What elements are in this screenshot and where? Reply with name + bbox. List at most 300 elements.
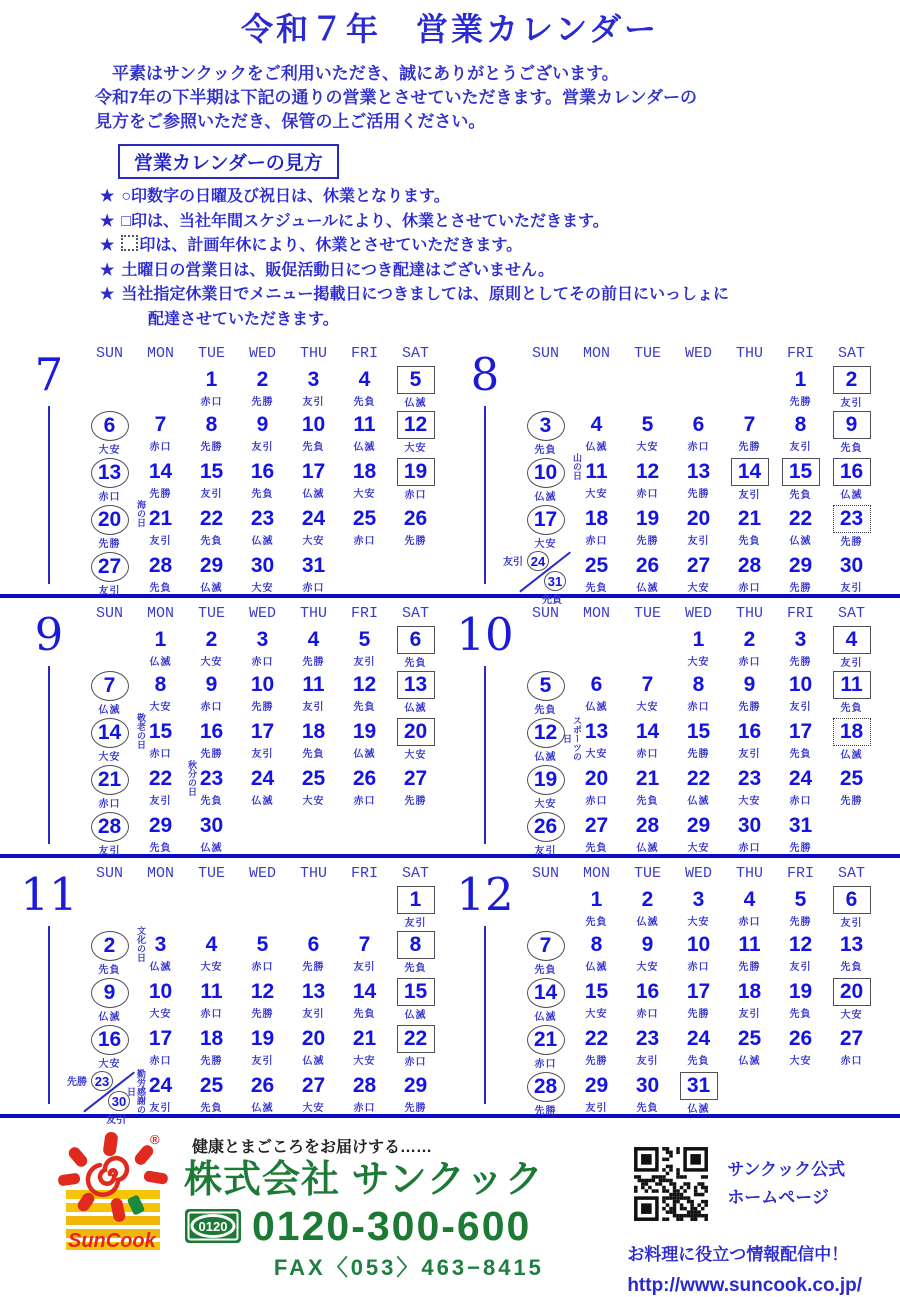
day-number: 1	[154, 627, 167, 651]
day-number: 14	[635, 719, 660, 743]
day-cell	[135, 669, 186, 713]
day-number: 23	[250, 506, 275, 530]
month-number: 8	[470, 348, 500, 401]
week-row	[520, 456, 877, 503]
day-cell	[135, 624, 186, 668]
intro-line-2: 令和7年の下半期は下記の通りの営業とさせていただきます。営業カレンダーの	[95, 88, 697, 107]
day-number: 5	[358, 627, 371, 651]
day-number: 30	[839, 553, 864, 577]
rokuyo-label: 先勝	[67, 1077, 87, 1088]
star-icon: ★	[100, 286, 115, 303]
week-row	[84, 884, 441, 929]
day-cell	[237, 716, 288, 760]
day-number: 9	[256, 412, 269, 436]
day-number-boxed: 12	[397, 411, 435, 439]
rokuyo-label: 友引	[98, 586, 121, 597]
legend-item-text: 土曜日の営業日は、販促活動日につき配達はございません。	[121, 261, 554, 279]
rokuyo-label: 先負	[200, 1103, 223, 1114]
day-cell	[826, 884, 877, 929]
rokuyo-label: 友引	[840, 918, 863, 929]
day-number: 3	[794, 627, 807, 651]
day-cell	[237, 364, 288, 408]
svg-text:0120: 0120	[198, 1219, 228, 1234]
rokuyo-label: 先負	[353, 397, 376, 408]
day-number: 1	[794, 367, 807, 391]
week-row	[520, 1023, 877, 1070]
day-number-circled: 27	[91, 552, 129, 582]
day-number: 6	[692, 412, 705, 436]
legend-item	[100, 185, 900, 210]
day-number: 12	[352, 672, 377, 696]
rokuyo-label: 赤口	[98, 492, 121, 503]
rokuyo-label: 友引	[106, 1115, 126, 1126]
day-cell	[339, 624, 390, 668]
day-cell	[571, 763, 622, 807]
day-number-boxed: 13	[397, 671, 435, 699]
week-row	[520, 716, 877, 763]
day-cell	[673, 810, 724, 854]
day-number: 20	[301, 1026, 326, 1050]
day-number: 11	[738, 932, 761, 956]
rokuyo-label: 赤口	[353, 796, 376, 807]
homepage-url[interactable]: http://www.suncook.co.jp/	[627, 1275, 862, 1296]
day-number-circled: 21	[527, 1025, 565, 1055]
day-cell	[390, 884, 441, 929]
week-row	[84, 456, 441, 503]
day-number: 22	[148, 766, 173, 790]
week-row	[84, 669, 441, 716]
day-number: 19	[635, 506, 660, 530]
rokuyo-label: 友引	[251, 749, 274, 760]
rokuyo-label: 赤口	[149, 442, 172, 453]
rokuyo-label: 先勝	[789, 583, 812, 594]
day-number-boxed: 6	[397, 626, 435, 654]
day-cell	[520, 669, 571, 716]
rokuyo-label: 仏滅	[687, 1104, 710, 1115]
day-cell	[135, 409, 186, 453]
rokuyo-label: 友引	[302, 702, 325, 713]
day-cell	[775, 669, 826, 713]
day-cell	[237, 1070, 288, 1114]
day-cell	[288, 409, 339, 453]
weekday-header: FRI	[350, 604, 378, 622]
rokuyo-label: 大安	[636, 702, 659, 713]
day-cell	[673, 976, 724, 1020]
rokuyo-label: 大安	[200, 962, 223, 973]
day-number: 25	[584, 553, 609, 577]
rokuyo-label: 赤口	[251, 657, 274, 668]
day-number-circled: 7	[527, 931, 565, 961]
day-cell	[339, 669, 390, 713]
day-cell	[622, 1023, 673, 1067]
day-number-circled: 21	[91, 765, 129, 795]
day-number-boxed: 20	[833, 978, 871, 1006]
day-cell	[622, 929, 673, 973]
legend-box-title: 営業カレンダーの見方	[118, 144, 339, 179]
day-number-circled: 30	[108, 1091, 130, 1111]
rokuyo-label: 赤口	[738, 583, 761, 594]
day-cell	[571, 503, 622, 547]
rokuyo-label: 先負	[98, 965, 121, 976]
day-cell	[390, 763, 441, 807]
month-left-rule	[48, 406, 50, 584]
rokuyo-label: 友引	[585, 1103, 608, 1114]
calendar-row	[0, 598, 900, 858]
rokuyo-label: 赤口	[353, 536, 376, 547]
legend-item-text: ○印数字の日曜及び祝日は、休業となります。	[121, 188, 450, 205]
day-cell	[390, 929, 441, 974]
intro-line-3: 見方をご参照いただき、保管の上ご活用ください。	[95, 112, 486, 131]
weekday-header: WED	[248, 864, 276, 882]
day-cell	[288, 976, 339, 1020]
day-number: 7	[641, 672, 654, 696]
weekday-header: WED	[248, 604, 276, 622]
day-number-boxed: 4	[833, 626, 871, 654]
day-number: 25	[737, 1026, 762, 1050]
day-number: 27	[584, 813, 609, 837]
rokuyo-label: 赤口	[585, 796, 608, 807]
rokuyo-label: 仏滅	[98, 1012, 121, 1023]
day-cell	[390, 364, 441, 409]
day-cell	[186, 409, 237, 453]
rokuyo-label: 先勝	[149, 489, 172, 500]
rokuyo-label: 大安	[687, 583, 710, 594]
day-number: 10	[301, 412, 326, 436]
day-number: 18	[301, 719, 326, 743]
month-table	[520, 862, 877, 1117]
rokuyo-label: 友引	[149, 536, 172, 547]
month-12	[450, 858, 886, 1117]
weekday-header: SAT	[401, 344, 429, 362]
month-number: 12	[456, 868, 514, 921]
day-number: 2	[743, 627, 756, 651]
rokuyo-label: 赤口	[585, 536, 608, 547]
week-row	[520, 550, 877, 595]
day-cell	[135, 810, 186, 854]
rokuyo-label: 仏滅	[585, 962, 608, 973]
qr-block	[627, 1130, 900, 1297]
rokuyo-label: 仏滅	[200, 843, 223, 854]
legend-list	[100, 185, 900, 332]
day-cell	[390, 976, 441, 1021]
week-row	[84, 929, 441, 976]
rokuyo-label: 大安	[302, 1103, 325, 1114]
rokuyo-label: 先負	[200, 796, 223, 807]
day-cell	[390, 1023, 441, 1068]
day-number: 13	[584, 719, 609, 743]
day-number: 30	[199, 813, 224, 837]
day-cell	[673, 669, 724, 713]
rokuyo-label: 先勝	[789, 917, 812, 928]
day-number: 26	[250, 1073, 275, 1097]
day-number: 9	[743, 672, 756, 696]
week-row	[520, 976, 877, 1023]
day-cell	[622, 409, 673, 453]
legend-item	[100, 234, 900, 259]
company-tagline: 健康とまごころをお届けする……	[192, 1139, 433, 1156]
day-number: 26	[788, 1026, 813, 1050]
day-cell	[775, 929, 826, 973]
rokuyo-label: 大安	[636, 442, 659, 453]
day-number: 2	[256, 367, 269, 391]
day-number: 5	[794, 887, 807, 911]
weekday-header: FRI	[786, 604, 814, 622]
day-cell	[775, 1023, 826, 1067]
rokuyo-label: 友引	[149, 1103, 172, 1114]
day-cell	[826, 364, 877, 409]
day-cell	[186, 550, 237, 594]
day-number-boxed: 16	[833, 458, 871, 486]
day-number: 31	[788, 813, 813, 837]
day-cell	[288, 624, 339, 668]
day-number: 19	[788, 979, 813, 1003]
day-number: 13	[686, 459, 711, 483]
week-row	[84, 810, 441, 857]
day-number-circled: 9	[91, 978, 129, 1008]
day-number: 18	[737, 979, 762, 1003]
day-number: 1	[692, 627, 705, 651]
rokuyo-label: 先負	[789, 1009, 812, 1020]
day-cell	[520, 1070, 571, 1117]
rokuyo-label: 赤口	[840, 1056, 863, 1067]
day-number: 4	[358, 367, 371, 391]
day-cell	[390, 409, 441, 454]
day-cell	[186, 503, 237, 547]
rokuyo-label: 友引	[789, 702, 812, 713]
day-cell	[724, 503, 775, 547]
day-cell	[775, 550, 826, 594]
day-cell	[186, 929, 237, 973]
day-cell	[339, 1023, 390, 1067]
month-7	[14, 338, 450, 597]
day-number-circled: 13	[91, 458, 129, 488]
month-left-rule	[484, 926, 486, 1104]
rokuyo-label: 先勝	[840, 796, 863, 807]
rokuyo-label: 赤口	[636, 489, 659, 500]
rokuyo-label: 先負	[534, 445, 557, 456]
rokuyo-label: 仏滅	[636, 583, 659, 594]
day-number: 19	[352, 719, 377, 743]
weekday-header: MON	[146, 864, 174, 882]
day-number: 22	[584, 1026, 609, 1050]
month-gutter	[450, 862, 520, 1114]
rokuyo-label: 先勝	[534, 1106, 557, 1117]
rokuyo-label: 赤口	[687, 962, 710, 973]
rokuyo-label: 先負	[636, 1103, 659, 1114]
legend-item	[100, 283, 900, 308]
weekday-header: SUN	[95, 604, 123, 622]
rokuyo-label: 先負	[534, 965, 557, 976]
day-number: 4	[307, 627, 320, 651]
day-number: 10	[788, 672, 813, 696]
dotted-square-icon	[121, 235, 138, 251]
rokuyo-label: 先勝	[200, 1056, 223, 1067]
day-number: 6	[590, 672, 603, 696]
week-row	[84, 1023, 441, 1070]
month-8	[450, 338, 886, 606]
day-cell	[673, 884, 724, 928]
star-icon: ★	[100, 261, 115, 279]
day-cell	[571, 929, 622, 973]
holiday-note: 山の日	[572, 453, 582, 480]
day-cell	[237, 456, 288, 500]
day-cell	[84, 713, 146, 763]
weekday-header: FRI	[350, 864, 378, 882]
rokuyo-label: 先勝	[738, 442, 761, 453]
rokuyo-label: 先勝	[404, 796, 427, 807]
day-cell	[84, 976, 135, 1023]
rokuyo-label: 先勝	[404, 536, 427, 547]
rokuyo-label: 仏滅	[200, 583, 223, 594]
day-cell	[237, 976, 288, 1020]
day-cell	[775, 364, 826, 408]
rokuyo-label: 先負	[149, 583, 172, 594]
month-number: 9	[34, 608, 64, 661]
day-number: 18	[352, 459, 377, 483]
qr-caption	[727, 1156, 845, 1212]
day-number: 22	[788, 506, 813, 530]
day-number: 2	[641, 887, 654, 911]
legend-item	[100, 259, 900, 284]
day-number: 16	[737, 719, 762, 743]
day-number: 6	[307, 932, 320, 956]
rokuyo-label: 大安	[585, 749, 608, 760]
weekday-header: WED	[684, 604, 712, 622]
rokuyo-label: 先勝	[789, 657, 812, 668]
day-cell	[237, 503, 288, 547]
qr-code	[627, 1140, 715, 1228]
day-number: 8	[794, 412, 807, 436]
day-cell	[724, 669, 775, 713]
day-number: 24	[301, 506, 326, 530]
day-cell	[673, 550, 724, 594]
rokuyo-label: 大安	[534, 539, 557, 550]
week-row	[520, 810, 877, 857]
day-cell	[622, 763, 673, 807]
day-cell	[775, 624, 826, 668]
rokuyo-label: 友引	[840, 398, 863, 409]
day-number-circled: 28	[91, 812, 129, 842]
day-number: 14	[352, 979, 377, 1003]
rokuyo-label: 仏滅	[98, 705, 121, 716]
day-number: 16	[199, 719, 224, 743]
day-number-circled: 6	[91, 411, 129, 441]
day-cell	[135, 976, 186, 1020]
day-cell	[826, 503, 877, 548]
rokuyo-label: 友引	[687, 536, 710, 547]
weekday-header: SUN	[531, 344, 559, 362]
day-number-boxed: 22	[397, 1025, 435, 1053]
rokuyo-label: 大安	[353, 1056, 376, 1067]
day-number: 3	[154, 932, 167, 956]
day-number-boxed: 19	[397, 458, 435, 486]
day-cell	[520, 810, 571, 857]
day-cell	[673, 716, 724, 760]
rokuyo-label: 先負	[585, 917, 608, 928]
rokuyo-label: 友引	[636, 1056, 659, 1067]
rokuyo-label: 仏滅	[404, 703, 427, 714]
holiday-note: 勤労感謝の日	[126, 1068, 146, 1114]
rokuyo-label: 友引	[404, 918, 427, 929]
day-cell	[84, 763, 135, 810]
day-number: 17	[686, 979, 711, 1003]
rokuyo-label: 赤口	[404, 1057, 427, 1068]
month-table	[84, 342, 441, 597]
day-number: 27	[839, 1026, 864, 1050]
rokuyo-label: 仏滅	[636, 917, 659, 928]
day-number: 23	[737, 766, 762, 790]
rokuyo-label: 先負	[840, 443, 863, 454]
rokuyo-label: 友引	[251, 442, 274, 453]
rokuyo-label: 仏滅	[251, 796, 274, 807]
day-number-circled: 14	[527, 978, 565, 1008]
day-cell	[186, 1070, 237, 1114]
rokuyo-label: 先負	[404, 963, 427, 974]
week-row	[84, 503, 441, 550]
day-cell	[288, 550, 339, 594]
rokuyo-label: 赤口	[149, 749, 172, 760]
day-number: 24	[686, 1026, 711, 1050]
day-number-circled: 2	[91, 931, 129, 961]
rokuyo-label: 赤口	[789, 796, 812, 807]
day-cell	[622, 716, 673, 760]
day-cell	[775, 409, 826, 453]
day-cell	[826, 550, 877, 594]
holiday-note: 海の日	[136, 500, 146, 527]
weekday-header: TUE	[197, 864, 225, 882]
registered-mark: ®	[150, 1132, 160, 1147]
day-number: 17	[250, 719, 275, 743]
rokuyo-label: 友引	[840, 658, 863, 669]
day-number: 28	[737, 553, 762, 577]
weekday-header: SAT	[837, 864, 865, 882]
week-row	[520, 503, 877, 550]
day-cell	[390, 716, 441, 761]
rokuyo-label: 赤口	[149, 1056, 172, 1067]
week-row	[84, 409, 441, 456]
rokuyo-label: 先勝	[738, 962, 761, 973]
rokuyo-label: 大安	[251, 583, 274, 594]
day-number: 23	[635, 1026, 660, 1050]
rokuyo-label: 先負	[585, 843, 608, 854]
day-number: 7	[743, 412, 756, 436]
day-number: 1	[205, 367, 218, 391]
day-number: 3	[256, 627, 269, 651]
day-cell	[237, 624, 288, 668]
day-number: 13	[839, 932, 864, 956]
phone-number: 0120-300-600	[252, 1203, 532, 1249]
month-table	[84, 602, 441, 857]
month-number: 7	[34, 348, 64, 401]
weekday-header: MON	[146, 604, 174, 622]
rokuyo-label: 大安	[534, 799, 557, 810]
day-number: 8	[205, 412, 218, 436]
day-number: 13	[301, 979, 326, 1003]
day-cell	[673, 503, 724, 547]
rokuyo-label: 友引	[789, 962, 812, 973]
rokuyo-label: 大安	[98, 445, 121, 456]
star-icon: ★	[100, 212, 115, 230]
day-cell	[724, 456, 775, 501]
suncook-logo	[52, 1130, 174, 1263]
rokuyo-label: 赤口	[200, 1009, 223, 1020]
day-number-circled: 19	[527, 765, 565, 795]
day-cell	[571, 1070, 622, 1114]
rokuyo-label: 先負	[302, 442, 325, 453]
day-number-dotted-box: 23	[833, 505, 871, 533]
day-cell	[135, 456, 186, 500]
month-table	[503, 342, 877, 606]
